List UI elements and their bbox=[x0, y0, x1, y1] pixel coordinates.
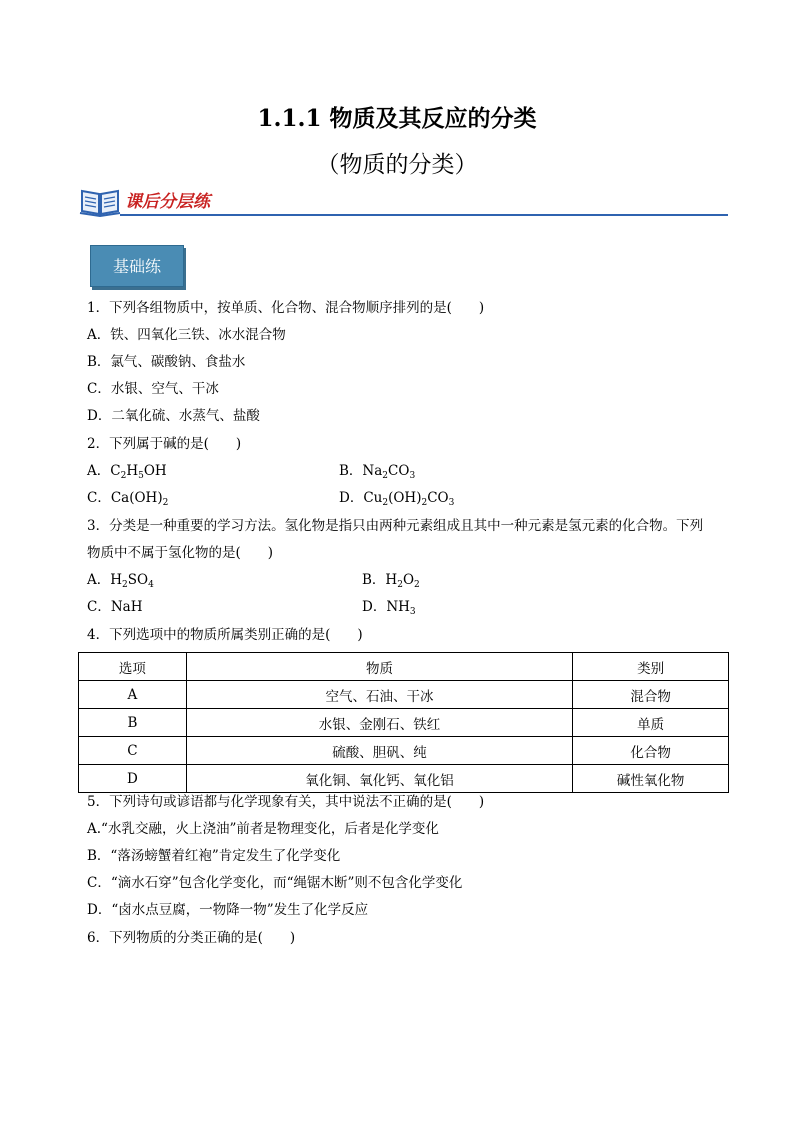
q1-option-b: B．氯气、碳酸钠、食盐水 bbox=[87, 354, 246, 370]
q3-option-c bbox=[87, 598, 142, 616]
table-cell: 硫酸、胆矾、纯 bbox=[186, 737, 572, 765]
table-row bbox=[79, 681, 729, 709]
q3-stem-line2: 物质中不属于氢化物的是( ) bbox=[87, 545, 274, 561]
formula-part: OH bbox=[143, 463, 167, 479]
table-cell: 化合物 bbox=[573, 737, 729, 765]
table-cell: 水银、金刚石、铁红 bbox=[186, 709, 572, 737]
q3-option-d bbox=[362, 598, 416, 616]
table-row bbox=[79, 737, 729, 765]
table-cell: 混合物 bbox=[573, 681, 729, 709]
q2-option-b bbox=[339, 462, 415, 480]
q3-option-b bbox=[362, 571, 420, 589]
q3-stem-line1: 3．分类是一种重要的学习方法。氢化物是指只由两种元素组成且其中一种元素是氢元素的化合物。下列 bbox=[87, 518, 704, 534]
formula-sub: 2 bbox=[382, 471, 389, 481]
q4-table bbox=[78, 652, 729, 793]
formula-part: CO bbox=[388, 463, 410, 479]
q6-stem: 6．下列物质的分类正确的是( ) bbox=[87, 930, 296, 946]
option-prefix: A． bbox=[87, 463, 111, 479]
option-prefix: B． bbox=[339, 463, 363, 479]
formula-sub: 3 bbox=[409, 471, 416, 481]
formula-sub: 3 bbox=[448, 498, 455, 508]
q3-option-a bbox=[87, 571, 154, 589]
q2-stem: 2．下列属于碱的是( ) bbox=[87, 436, 242, 452]
q5-option-a: A.“水乳交融，火上浇油”前者是物理变化，后者是化学变化 bbox=[87, 821, 439, 837]
formula-sub: 2 bbox=[414, 580, 420, 590]
formula-part: Ca(OH) bbox=[110, 490, 163, 506]
table-row bbox=[79, 765, 729, 793]
table-cell: 氧化铜、氧化钙、氧化铝 bbox=[186, 765, 572, 793]
table-header-cell: 物质 bbox=[186, 653, 572, 681]
formula-part: Cu bbox=[363, 490, 383, 506]
table-cell: 空气、石油、干冰 bbox=[186, 681, 572, 709]
level-label: 基础练 bbox=[90, 245, 184, 287]
q5-option-c: C．“滴水石穿”包含化学变化，而“绳锯木断”则不包含化学变化 bbox=[87, 875, 463, 891]
formula-sub: 2 bbox=[122, 580, 128, 590]
page-title: 1.1.1 物质及其反应的分类 bbox=[257, 105, 537, 132]
formula-part: SO bbox=[127, 572, 149, 588]
q1-option-a: A．铁、四氧化三铁、冰水混合物 bbox=[87, 327, 286, 343]
formula-part: NH bbox=[386, 599, 410, 615]
formula-sub: 4 bbox=[148, 580, 154, 590]
option-prefix: C． bbox=[87, 599, 111, 615]
formula-sub: 2 bbox=[397, 580, 403, 590]
q4-stem: 4．下列选项中的物质所属类别正确的是( ) bbox=[87, 627, 363, 643]
option-prefix: A． bbox=[87, 572, 111, 588]
q1-option-d: D．二氧化硫、水蒸气、盐酸 bbox=[87, 408, 260, 424]
formula-part: H bbox=[126, 463, 139, 479]
table-header-row bbox=[79, 653, 729, 681]
q5-option-d: D．“卤水点豆腐，一物降一物”发生了化学反应 bbox=[87, 902, 369, 918]
book-icon bbox=[78, 185, 122, 217]
formula-part: Na bbox=[362, 463, 383, 479]
formula-sub: 2 bbox=[382, 498, 389, 508]
formula-part: C bbox=[110, 463, 121, 479]
option-prefix: C． bbox=[87, 490, 111, 506]
q2-option-a bbox=[87, 462, 167, 480]
formula-sub: 2 bbox=[120, 471, 127, 481]
formula-part: O bbox=[402, 572, 415, 588]
table-cell: B bbox=[79, 709, 187, 737]
formula-sub: 2 bbox=[421, 498, 428, 508]
formula-part: (OH) bbox=[388, 490, 422, 506]
option-prefix: B． bbox=[362, 572, 386, 588]
formula-part: H bbox=[385, 572, 398, 588]
formula-sub: 5 bbox=[138, 471, 144, 481]
table-header-cell: 类别 bbox=[573, 653, 729, 681]
formula-part: NaH bbox=[110, 599, 143, 615]
table-cell: 单质 bbox=[573, 709, 729, 737]
table-cell: 碱性氧化物 bbox=[573, 765, 729, 793]
q1-option-c: C．水银、空气、干冰 bbox=[87, 381, 219, 397]
formula-part: CO bbox=[427, 490, 449, 506]
q2-option-c bbox=[87, 489, 168, 507]
table-cell: C bbox=[79, 737, 187, 765]
q5-option-b: B．“落汤螃蟹着红袍”肯定发生了化学变化 bbox=[87, 848, 341, 864]
formula-sub: 2 bbox=[162, 498, 169, 508]
q1-stem: 1．下列各组物质中，按单质、化合物、混合物顺序排列的是( ) bbox=[87, 300, 485, 316]
table-row bbox=[79, 709, 729, 737]
q5-stem: 5．下列诗句或谚语都与化学现象有关，其中说法不正确的是( ) bbox=[87, 794, 485, 810]
banner-divider bbox=[120, 214, 728, 216]
option-prefix: D． bbox=[362, 599, 387, 615]
q2-option-d bbox=[339, 489, 454, 507]
table-header-cell: 选项 bbox=[79, 653, 187, 681]
banner-label: 课后分层练 bbox=[125, 192, 210, 212]
page-subtitle: （物质的分类） bbox=[316, 152, 478, 178]
table-cell: A bbox=[79, 681, 187, 709]
formula-sub: 3 bbox=[409, 607, 416, 617]
section-banner bbox=[78, 183, 728, 217]
option-prefix: D． bbox=[339, 490, 364, 506]
table-cell: D bbox=[79, 765, 187, 793]
formula-part: H bbox=[110, 572, 123, 588]
